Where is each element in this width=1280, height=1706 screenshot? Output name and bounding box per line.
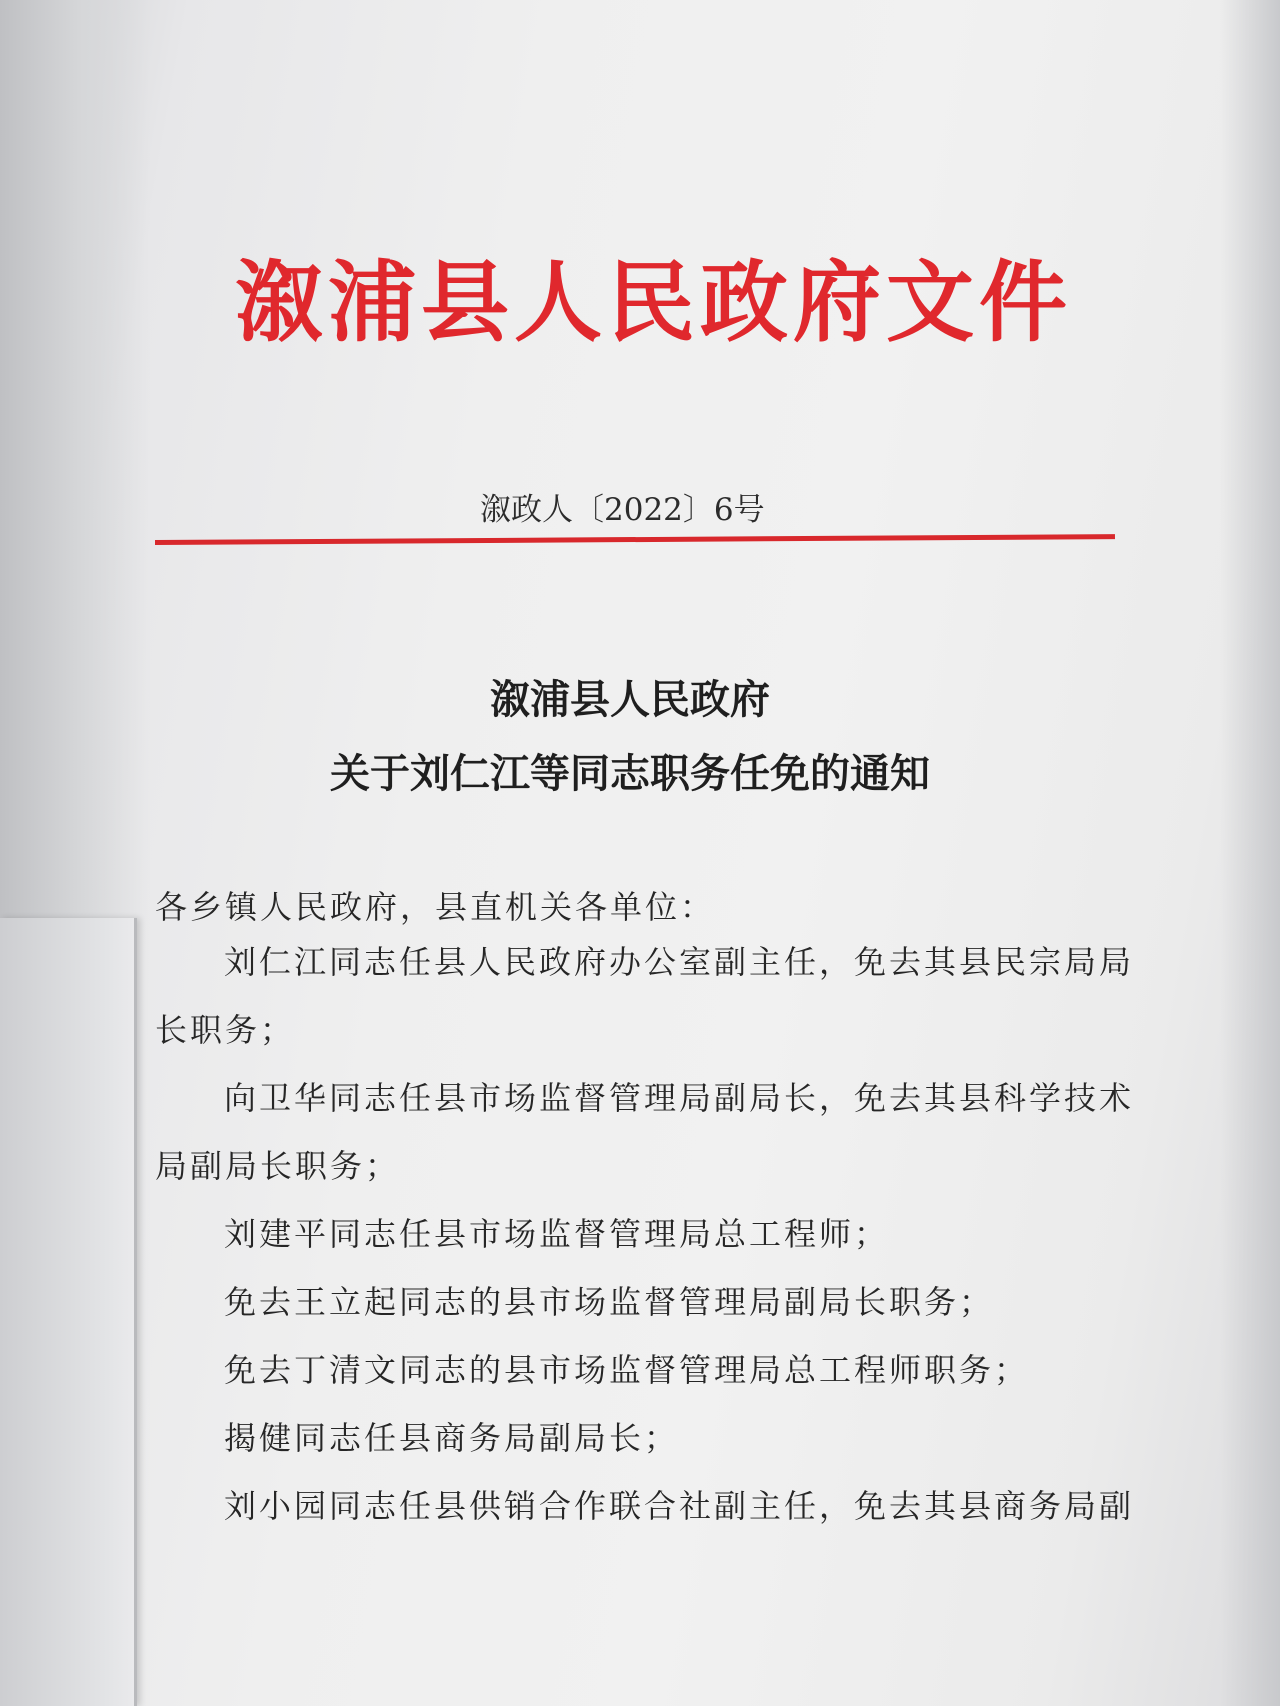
body-line: 刘小园同志任县供销合作联合社副主任，免去其县商务局副: [224, 1487, 1135, 1525]
body-line: 免去丁清文同志的县市场监督管理局总工程师职务；: [224, 1351, 1030, 1389]
body-line: 刘建平同志任县市场监督管理局总工程师；: [224, 1215, 890, 1253]
notice-title-line-2: 关于刘仁江等同志职务任免的通知: [330, 750, 930, 797]
body-line: 向卫华同志任县市场监督管理局副局长，免去其县科学技术: [224, 1079, 1135, 1117]
body-line: 刘仁江同志任县人民政府办公室副主任，免去其县民宗局局: [224, 943, 1135, 981]
document-number: 溆政人〔2022〕6号: [480, 492, 765, 528]
notice-title-line-1: 溆浦县人民政府: [490, 676, 770, 723]
underlying-sheet-edge: [0, 918, 137, 1706]
right-edge-shadow: [1220, 0, 1280, 1706]
red-separator-line: [155, 534, 1115, 545]
body-line: 局副局长职务；: [155, 1147, 401, 1185]
body-line: 长职务；: [155, 1011, 296, 1049]
body-line: 免去王立起同志的县市场监督管理局副局长职务；: [224, 1283, 995, 1321]
salutation: 各乡镇人民政府，县直机关各单位：: [155, 888, 716, 926]
red-masthead: 溆浦县人民政府文件: [235, 250, 1073, 354]
body-line: 揭健同志任县商务局副局长；: [224, 1419, 680, 1457]
